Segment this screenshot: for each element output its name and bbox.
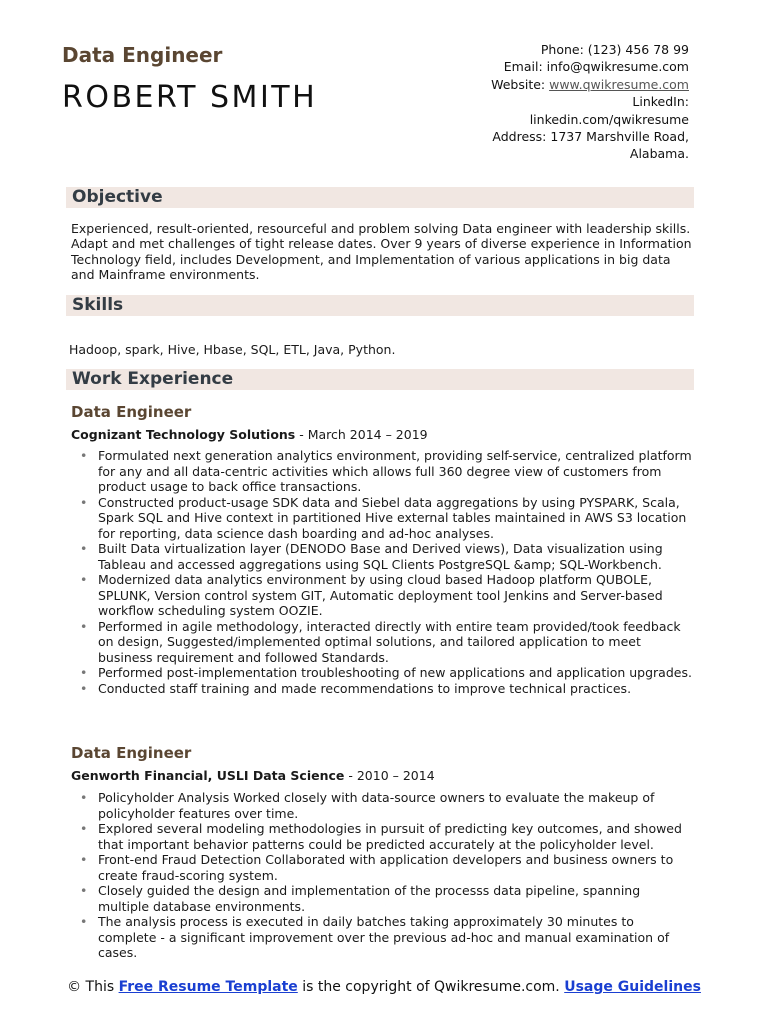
footer-middle: is the copyright of Qwikresume.com. xyxy=(297,979,565,995)
list-item: • Modernized data analytics environment by using cloud based Hadoop platform QUBOLE, SPLUNK, Version control system GIT, Automatic deployment tool Jenkins and Server-based workflow scheduling system OOZIE. xyxy=(80,572,692,619)
footer-prefix: © This xyxy=(67,979,119,995)
job-company-line xyxy=(71,427,428,442)
job-dates: - March 2014 – 2019 xyxy=(295,427,428,442)
list-item: • Built Data virtualization layer (DENODO Base and Derived views), Data visualization using Tableau and accessed aggregations using SQL Clients PostgreSQL &amp; SQL-Workbench. xyxy=(80,541,692,572)
candidate-name: ROBERT SMITH xyxy=(62,80,318,115)
contact-linkedin-value: linkedin.com/qwikresume xyxy=(529,111,689,127)
job-dates: - 2010 – 2014 xyxy=(344,768,435,783)
contact-linkedin-label: LinkedIn: xyxy=(632,94,689,110)
skills-text: Hadoop, spark, Hive, Hbase, SQL, ETL, Java, Python. xyxy=(69,342,396,357)
free-resume-template-link[interactable]: Free Resume Template xyxy=(118,979,298,995)
job-bullet-list xyxy=(80,448,692,696)
list-item: • Constructed product-usage SDK data and Siebel data aggregations by using PYSPARK, Scala, Spark SQL and Hive context in partitioned Hive external tables maintained in AWS S3 location for reporting, data science dash boarding and ad-hoc analyses. xyxy=(80,495,692,542)
job-role: Data Engineer xyxy=(71,403,192,421)
usage-guidelines-link[interactable]: Usage Guidelines xyxy=(564,979,701,995)
company-name: Cognizant Technology Solutions xyxy=(71,427,296,442)
list-item: • Closely guided the design and implementation of the processs data pipeline, spanning multiple database environments. xyxy=(80,883,692,914)
work-section-header xyxy=(66,369,694,390)
job-role: Data Engineer xyxy=(71,744,192,762)
objective-text: Experienced, result-oriented, resourceful and problem solving Data engineer with leadership skills. Adapt and met challenges of tight release dates. Over 9 years of diverse experience in Information Technology field, includes Development, and Implementation of various applications in big data and Mainframe environments. xyxy=(71,221,692,282)
list-item: • Conducted staff training and made recommendations to improve technical practices. xyxy=(80,681,692,697)
objective-title: Objective xyxy=(72,187,163,207)
skills-section-header xyxy=(66,295,694,316)
list-item: • Performed post-implementation troubleshooting of new applications and application upgrades. xyxy=(80,665,692,681)
work-title: Work Experience xyxy=(72,369,234,389)
contact-address-line2: Alabama. xyxy=(629,146,689,162)
contact-email: Email: info@qwikresume.com xyxy=(503,59,689,75)
objective-section-header xyxy=(66,187,694,208)
contact-address-line1: Address: 1737 Marshville Road, xyxy=(492,129,689,145)
list-item: • Policyholder Analysis Worked closely with data-source owners to evaluate the makeup of policyholder features over time. xyxy=(80,790,692,821)
company-name: Genworth Financial, USLI Data Science xyxy=(71,768,345,783)
list-item: • Performed in agile methodology, interacted directly with entire team provided/took feedback on design, Suggested/implemented optimal solutions, and tailored application to meet business requirement and followed Standards. xyxy=(80,619,692,666)
list-item: • Front-end Fraud Detection Collaborated with application developers and business owners to create fraud-scoring system. xyxy=(80,852,692,883)
list-item: • The analysis process is executed in daily batches taking approximately 30 minutes to complete - a significant improvement over the previous ad-hoc and manual examination of cases. xyxy=(80,914,692,961)
list-item: • Formulated next generation analytics environment, providing self-service, centralized platform for any and all data-centric activities which allows full 360 degree view of customers from product usage to back office transactions. xyxy=(80,448,692,495)
contact-phone: Phone: (123) 456 78 99 xyxy=(540,42,689,57)
job-bullet-list xyxy=(80,790,692,961)
website-link[interactable]: www.qwikresume.com xyxy=(549,76,689,92)
skills-title: Skills xyxy=(72,295,124,315)
website-label: Website: xyxy=(491,76,550,92)
contact-block xyxy=(419,41,689,163)
job-company-line xyxy=(71,768,435,783)
copyright-footer xyxy=(0,979,768,996)
contact-website xyxy=(419,76,689,93)
list-item: • Explored several modeling methodologies in pursuit of predicting key outcomes, and showed that important behavior patterns could be predicted accurately at the policyholder level. xyxy=(80,821,692,852)
header-job-title: Data Engineer xyxy=(62,43,223,67)
